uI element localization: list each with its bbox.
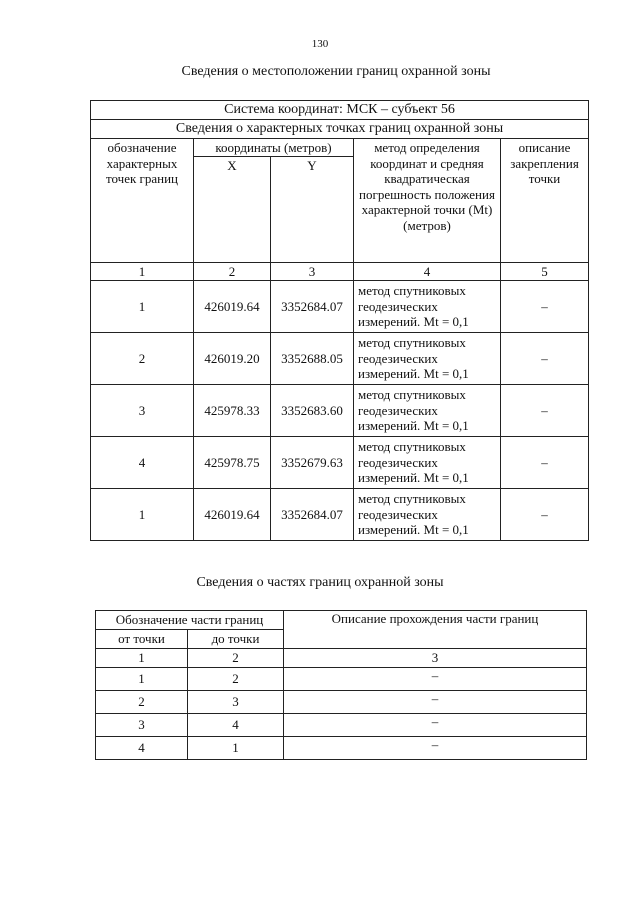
method-cell: метод спутниковых геодезических измерений. Mt = 0,1 bbox=[354, 333, 501, 385]
index-cell: 4 bbox=[354, 263, 501, 281]
method-cell: метод спутниковых геодезических измерений. Mt = 0,1 bbox=[354, 385, 501, 437]
table-row bbox=[96, 691, 587, 714]
method-cell: метод спутниковых геодезических измерений. Mt = 0,1 bbox=[354, 281, 501, 333]
desc-cell: – bbox=[501, 385, 589, 437]
coordinates-table bbox=[90, 100, 589, 541]
coordinate-system-header: Система координат: МСК – субъект 56 bbox=[91, 101, 589, 120]
table-row bbox=[91, 489, 589, 541]
desc-cell bbox=[284, 691, 587, 714]
desc-cell: – bbox=[501, 333, 589, 385]
y-cell: 3352683.60 bbox=[271, 385, 354, 437]
y-cell: 3352684.07 bbox=[271, 489, 354, 541]
dash-mark: – bbox=[431, 737, 439, 752]
method-cell: метод спутниковых геодезических измерений. Mt = 0,1 bbox=[354, 437, 501, 489]
to-cell: 1 bbox=[188, 737, 284, 760]
index-cell: 2 bbox=[194, 263, 271, 281]
method-cell: метод спутниковых геодезических измерений. Mt = 0,1 bbox=[354, 489, 501, 541]
y-cell: 3352679.63 bbox=[271, 437, 354, 489]
table-row bbox=[96, 737, 587, 760]
point-cell: 3 bbox=[91, 385, 194, 437]
index-cell: 5 bbox=[501, 263, 589, 281]
dash-mark: – bbox=[431, 668, 439, 683]
col-y-header: Y bbox=[271, 157, 354, 263]
from-cell: 3 bbox=[96, 714, 188, 737]
to-cell: 2 bbox=[188, 668, 284, 691]
col-desc-header: описание закрепления точки bbox=[501, 139, 589, 263]
col-to-header: до точки bbox=[188, 630, 284, 649]
from-cell: 4 bbox=[96, 737, 188, 760]
col-from-header: от точки bbox=[96, 630, 188, 649]
index-cell: 3 bbox=[271, 263, 354, 281]
desc-cell: – bbox=[501, 281, 589, 333]
col-coords-header: координаты (метров) bbox=[194, 139, 354, 157]
x-cell: 425978.33 bbox=[194, 385, 271, 437]
table-row bbox=[91, 437, 589, 489]
col-method-header: метод определения координат и средняя квадратическая погрешность положения характерной точки (Mt) (метров) bbox=[354, 139, 501, 263]
dash-mark: – bbox=[431, 714, 439, 729]
x-cell: 425978.75 bbox=[194, 437, 271, 489]
index-cell: 2 bbox=[188, 649, 284, 668]
dash-mark: – bbox=[431, 691, 439, 706]
desc-cell: – bbox=[501, 437, 589, 489]
table-row bbox=[91, 385, 589, 437]
point-cell: 4 bbox=[91, 437, 194, 489]
desc-cell: – bbox=[501, 489, 589, 541]
section-title: Сведения о местоположении границ охранной зоны bbox=[181, 64, 491, 79]
to-cell: 3 bbox=[188, 691, 284, 714]
parts-title: Сведения о частях границ охранной зоны bbox=[196, 575, 444, 590]
col-point-header: обозначение характерных точек границ bbox=[91, 139, 194, 263]
x-cell: 426019.64 bbox=[194, 489, 271, 541]
point-cell: 2 bbox=[91, 333, 194, 385]
point-cell: 1 bbox=[91, 489, 194, 541]
to-cell: 4 bbox=[188, 714, 284, 737]
index-cell: 1 bbox=[96, 649, 188, 668]
boundary-parts-table bbox=[95, 610, 587, 760]
from-cell: 2 bbox=[96, 691, 188, 714]
y-cell: 3352684.07 bbox=[271, 281, 354, 333]
desc-cell bbox=[284, 737, 587, 760]
x-cell: 426019.64 bbox=[194, 281, 271, 333]
index-cell: 1 bbox=[91, 263, 194, 281]
col-x-header: X bbox=[194, 157, 271, 263]
table-row bbox=[96, 714, 587, 737]
point-cell: 1 bbox=[91, 281, 194, 333]
desc-cell bbox=[284, 668, 587, 691]
table-row bbox=[91, 281, 589, 333]
col-part-header: Обозначение части границ bbox=[96, 611, 284, 630]
table-subtitle: Сведения о характерных точках границ охранной зоны bbox=[91, 120, 589, 139]
y-cell: 3352688.05 bbox=[271, 333, 354, 385]
page-number: 130 bbox=[311, 38, 329, 50]
desc-cell bbox=[284, 714, 587, 737]
from-cell: 1 bbox=[96, 668, 188, 691]
col-desc-header: Описание прохождения части границ bbox=[284, 611, 587, 649]
x-cell: 426019.20 bbox=[194, 333, 271, 385]
index-cell: 3 bbox=[284, 649, 587, 668]
table-row bbox=[91, 333, 589, 385]
table-row bbox=[96, 668, 587, 691]
